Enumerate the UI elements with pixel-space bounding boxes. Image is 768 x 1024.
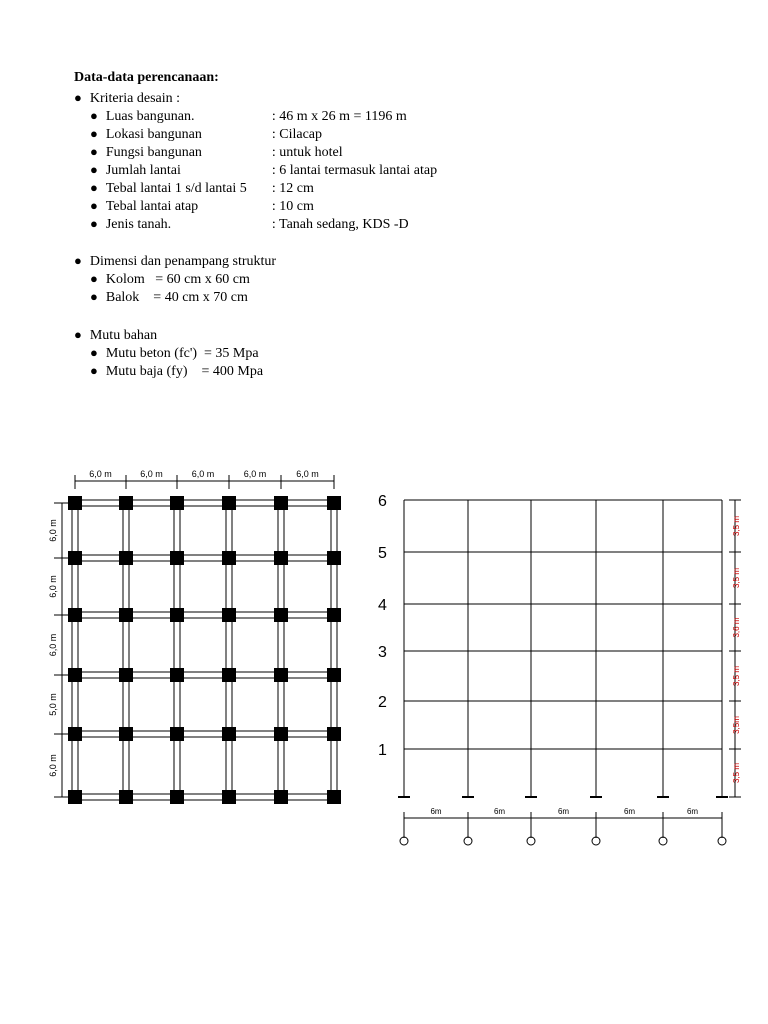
column-mark (119, 551, 133, 565)
list-item: ● Mutu baja (fy) = 400 Mpa (90, 363, 264, 379)
bullet-icon: ● (74, 253, 82, 268)
column-mark (274, 790, 288, 804)
column-mark (274, 668, 288, 682)
floor-plan (48, 469, 341, 804)
column-mark (170, 668, 184, 682)
bullet-icon: ● (90, 144, 98, 159)
list-item: ● Kolom = 60 cm x 60 cm (90, 271, 250, 287)
list-item: ● Mutu beton (fc') = 35 Mpa (90, 345, 259, 361)
bullet-icon: ● (90, 198, 98, 213)
column-mark (68, 727, 82, 741)
dimension-label: 6m (623, 807, 636, 816)
bullet-icon: ● (90, 363, 98, 378)
column-mark (222, 727, 236, 741)
column-mark (68, 551, 82, 565)
column-mark (274, 551, 288, 565)
column-mark (170, 790, 184, 804)
floor-label: 5 (378, 545, 387, 562)
grid-axis-marker (527, 837, 535, 845)
elevation-drawing (378, 493, 741, 845)
floor-label: 6 (378, 493, 387, 510)
column-mark (68, 790, 82, 804)
dimension-label: 6,0 m (191, 469, 215, 479)
column-mark (170, 496, 184, 510)
dimension-label: 3,5 m (732, 665, 741, 687)
floor-label: 1 (378, 742, 387, 759)
list-item: ● Tebal lantai 1 s/d lantai 5 : 12 cm (90, 180, 314, 196)
column-mark (327, 496, 341, 510)
column-mark (170, 551, 184, 565)
dimension-label: 6,0 m (48, 519, 58, 542)
column-mark (68, 668, 82, 682)
column-mark (222, 790, 236, 804)
list-item: ● Luas bangunan. : 46 m x 26 m = 1196 m (90, 108, 407, 124)
column-mark (119, 496, 133, 510)
dimension-label: 6,0 m (89, 469, 112, 479)
column-mark (119, 727, 133, 741)
column-mark (170, 727, 184, 741)
dimension-label: 6,0 m (48, 633, 58, 657)
bullet-icon: ● (74, 90, 82, 105)
section-kriteria: ● Kriteria desain : (74, 90, 181, 106)
column-mark (170, 608, 184, 622)
column-mark (327, 551, 341, 565)
dimension-label: 5,0 m (48, 693, 58, 716)
bullet-icon: ● (90, 180, 98, 195)
column-mark (327, 790, 341, 804)
grid-axis-marker (592, 837, 600, 845)
dimension-label: 3,5 m (732, 567, 741, 589)
bullet-icon: ● (90, 108, 98, 123)
section-mutu: ● Mutu bahan (74, 327, 158, 343)
column-mark (222, 496, 236, 510)
dimension-label: 6,0 m (296, 469, 319, 479)
column-mark (119, 608, 133, 622)
column-mark (68, 608, 82, 622)
column-mark (119, 668, 133, 682)
dimension-label: 6m (686, 807, 699, 816)
bullet-icon: ● (74, 327, 82, 342)
heading: Data-data perencanaan: (74, 70, 219, 85)
dimension-label: 3,5 m (732, 762, 741, 784)
grid-axis-marker (718, 837, 726, 845)
dimension-label: 6,0 m (48, 754, 58, 777)
bullet-icon: ● (90, 345, 98, 360)
column-mark (327, 608, 341, 622)
list-item: ● Fungsi bangunan : untuk hotel (90, 144, 343, 160)
column-mark (274, 608, 288, 622)
list-item: ● Jenis tanah. : Tanah sedang, KDS -D (90, 216, 409, 232)
list-item: ● Tebal lantai atap : 10 cm (90, 198, 314, 214)
bullet-icon: ● (90, 162, 98, 177)
column-mark (327, 668, 341, 682)
column-mark (222, 608, 236, 622)
bullet-icon: ● (90, 216, 98, 231)
floor-label: 3 (378, 644, 387, 661)
dimension-label: 6m (557, 807, 570, 816)
list-item: ● Jumlah lantai : 6 lantai termasuk lantai atap (90, 162, 438, 178)
dimension-label: 6m (493, 807, 506, 816)
dimension-label: 6,0 m (48, 575, 58, 598)
column-mark (222, 668, 236, 682)
dimension-label: 3,5 m (732, 515, 741, 537)
grid-axis-marker (400, 837, 408, 845)
column-mark (274, 727, 288, 741)
dimension-label: 3,6 m (732, 617, 741, 638)
floor-label: 2 (378, 694, 387, 711)
dimension-label: 6,0 m (243, 469, 267, 479)
bullet-icon: ● (90, 271, 98, 286)
dimension-label: 6m (430, 807, 442, 816)
column-mark (274, 496, 288, 510)
column-mark (119, 790, 133, 804)
column-mark (68, 496, 82, 510)
bullet-icon: ● (90, 126, 98, 141)
list-item: ● Balok = 40 cm x 70 cm (90, 289, 248, 305)
dimension-label: 6,0 m (140, 469, 163, 479)
floor-label: 4 (378, 597, 387, 614)
dimension-label: 3,5m (732, 716, 741, 734)
grid-axis-marker (464, 837, 472, 845)
bullet-icon: ● (90, 289, 98, 304)
list-item: ● Lokasi bangunan : Cilacap (90, 126, 323, 142)
grid-axis-marker (659, 837, 667, 845)
section-dimensi: ● Dimensi dan penampang struktur (74, 253, 277, 269)
column-mark (327, 727, 341, 741)
column-mark (222, 551, 236, 565)
